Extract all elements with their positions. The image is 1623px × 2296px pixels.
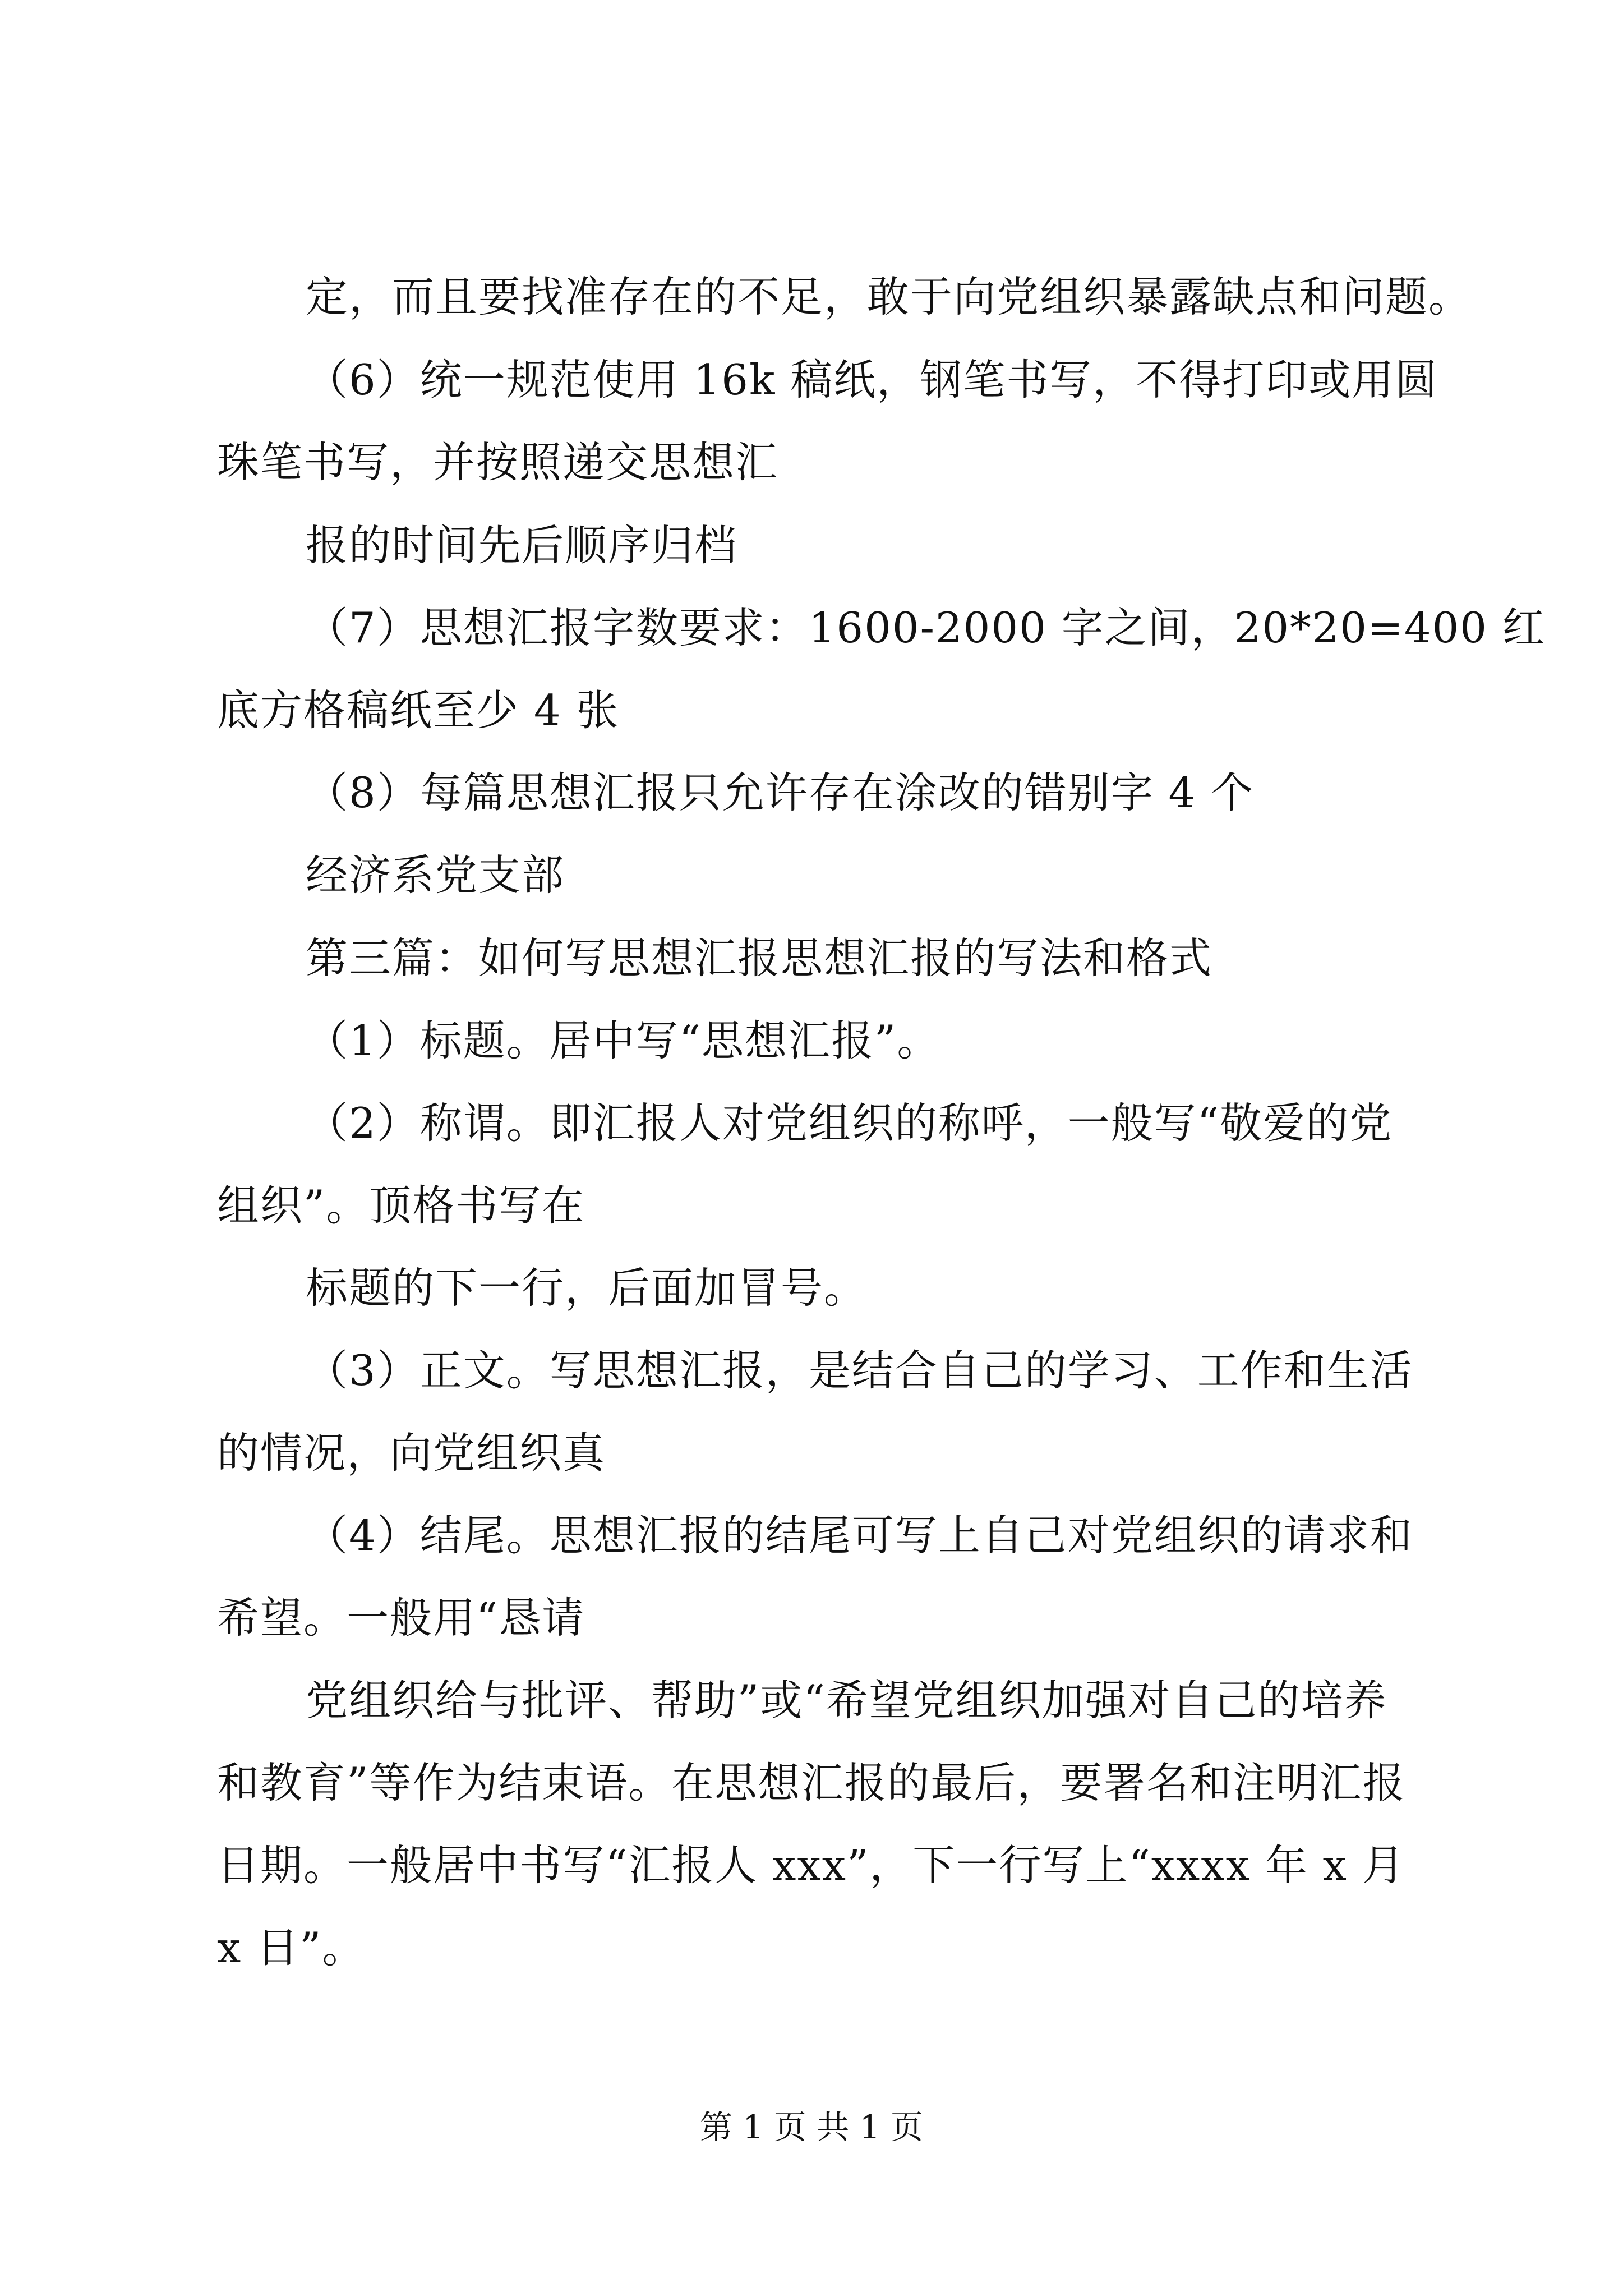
paragraph-line: 标题的下一行，后面加冒号。	[306, 1263, 868, 1313]
page-number-footer: 第 1 页 共 1 页	[700, 2108, 923, 2146]
paragraph-line: （1）标题。居中写“思想汇报”。	[306, 1016, 940, 1065]
paragraph-line: （3）正文。写思想汇报，是结合自己的学习、工作和生活	[306, 1346, 1413, 1395]
paragraph-line: （7）思想汇报字数要求：1600-2000 字之间，20*20=400 红	[306, 603, 1546, 652]
paragraph-line: 党组织给与批评、帮助”或“希望党组织加强对自己的培养	[306, 1676, 1387, 1725]
paragraph-line: 组织”。顶格书写在	[217, 1181, 585, 1230]
paragraph-line: （2）称谓。即汇报人对党组织的称呼，一般写“敬爱的党	[306, 1098, 1393, 1148]
paragraph-line: （8）每篇思想汇报只允许存在涂改的错别字 4 个	[306, 768, 1255, 817]
paragraph-line: 经济系党支部	[306, 850, 565, 900]
paragraph-line: x 日”。	[217, 1923, 366, 1972]
paragraph-line: 日期。一般居中书写“汇报人 xxx”，下一行写上“xxxx 年 x 月	[217, 1841, 1405, 1890]
paragraph-line: 珠笔书写，并按照递交思想汇	[217, 438, 779, 487]
paragraph-line: 和教育”等作为结束语。在思想汇报的最后，要署名和注明汇报	[217, 1758, 1406, 1807]
paragraph-line: 的情况，向党组织真	[217, 1428, 606, 1478]
paragraph-line: 底方格稿纸至少 4 张	[217, 685, 620, 735]
paragraph-line: （4）结尾。思想汇报的结尾可写上自己对党组织的请求和	[306, 1511, 1413, 1560]
paragraph-line: （6）统一规范使用 16k 稿纸，钢笔书写，不得打印或用圆	[306, 355, 1438, 404]
section-heading: 第三篇：如何写思想汇报思想汇报的写法和格式	[306, 933, 1213, 983]
paragraph-line: 定，而且要找准存在的不足，敢于向党组织暴露缺点和问题。	[306, 272, 1472, 321]
paragraph-line: 报的时间先后顺序归档	[306, 521, 738, 570]
paragraph-line: 希望。一般用“恳请	[217, 1593, 585, 1642]
